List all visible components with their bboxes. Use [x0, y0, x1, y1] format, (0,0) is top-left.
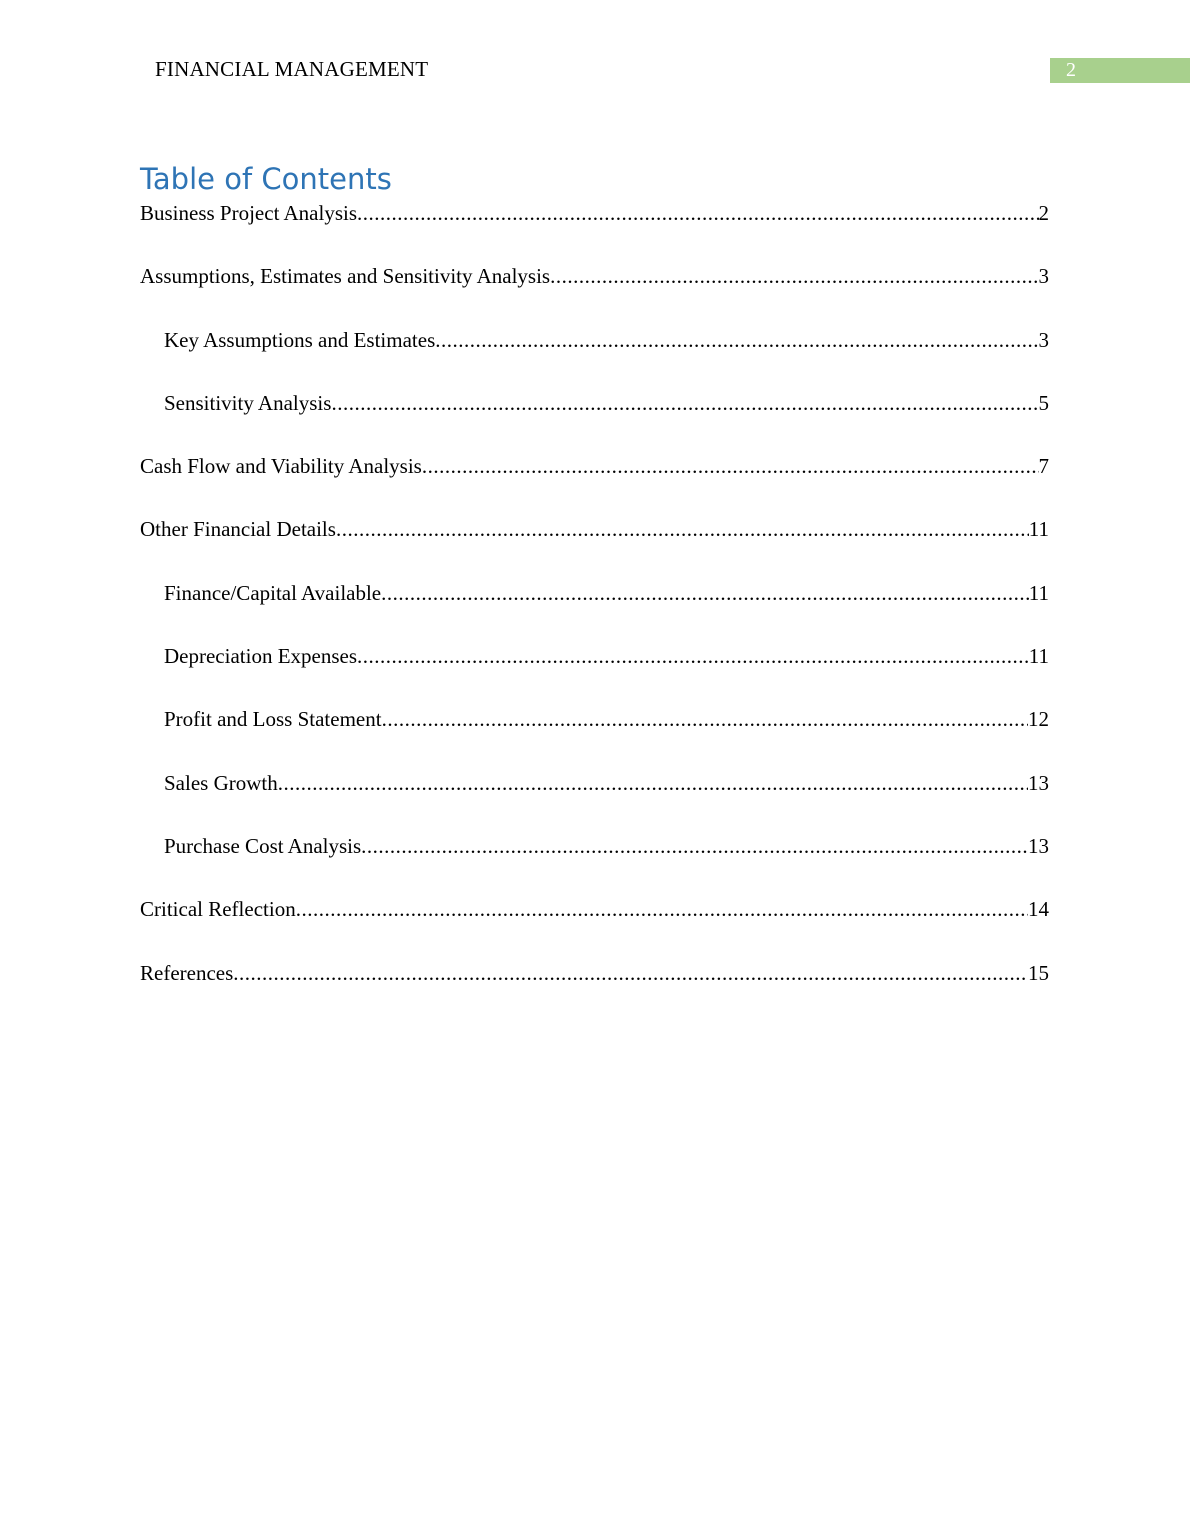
toc-entry-label: Critical Reflection	[140, 897, 296, 922]
dot-leader	[550, 264, 1038, 289]
toc-entry[interactable]	[140, 961, 1049, 1024]
toc-entry[interactable]	[140, 581, 1049, 644]
toc-entry-page: 12	[1028, 707, 1049, 732]
dot-leader	[361, 834, 1028, 859]
toc-entry-label: Purchase Cost Analysis	[164, 833, 362, 858]
toc-entry-label: Business Project Analysis	[140, 201, 358, 225]
toc-entry[interactable]	[140, 517, 1049, 580]
toc-entry-page: 11	[1028, 580, 1049, 605]
toc-entry-page: 13	[1028, 833, 1049, 858]
toc-entry-label: Sensitivity Analysis	[164, 390, 332, 415]
dot-leader	[278, 771, 1028, 796]
dot-leader	[382, 707, 1028, 732]
toc-entry-page: 7	[1038, 454, 1049, 479]
running-header: FINANCIAL MANAGEMENT	[155, 57, 429, 81]
table-of-contents	[140, 201, 1049, 1024]
toc-entry-label: Finance/Capital Available	[164, 580, 382, 605]
toc-entry-page: 14	[1028, 897, 1049, 922]
dot-leader	[381, 581, 1029, 606]
toc-entry-page: 11	[1028, 517, 1049, 542]
toc-heading: Table of Contents	[140, 162, 392, 196]
toc-entry[interactable]	[140, 834, 1049, 897]
toc-entry[interactable]	[140, 707, 1049, 770]
toc-entry-label: Assumptions, Estimates and Sensitivity Analysis	[140, 264, 551, 289]
toc-entry[interactable]	[140, 264, 1049, 327]
toc-entry-label: References	[140, 960, 234, 985]
toc-entry[interactable]	[140, 328, 1049, 391]
toc-entry-page: 13	[1028, 770, 1049, 795]
toc-entry-label: Profit and Loss Statement	[164, 707, 382, 732]
toc-entry[interactable]	[140, 454, 1049, 517]
dot-leader	[435, 328, 1038, 353]
toc-entry-page: 3	[1038, 264, 1049, 289]
toc-entry[interactable]	[140, 771, 1049, 834]
toc-entry[interactable]	[140, 391, 1049, 454]
toc-entry[interactable]	[140, 897, 1049, 960]
toc-entry[interactable]	[140, 201, 1049, 264]
dot-leader	[357, 201, 1038, 226]
dot-leader	[422, 454, 1039, 479]
dot-leader	[331, 391, 1038, 416]
toc-entry-page: 3	[1038, 327, 1049, 352]
dot-leader	[233, 961, 1028, 986]
toc-entry-label: Cash Flow and Viability Analysis	[140, 454, 422, 479]
toc-entry-page: 11	[1028, 644, 1049, 669]
dot-leader	[296, 897, 1028, 922]
toc-entry-page: 5	[1038, 390, 1049, 415]
toc-entry-page: 2	[1038, 201, 1049, 225]
toc-entry-page: 15	[1028, 960, 1049, 985]
toc-entry-label: Sales Growth	[164, 770, 278, 795]
dot-leader	[336, 517, 1029, 542]
dot-leader	[357, 644, 1029, 669]
page-number-badge: 2	[1050, 58, 1190, 83]
toc-entry-label: Depreciation Expenses	[164, 644, 358, 669]
toc-entry[interactable]	[140, 644, 1049, 707]
toc-entry-label: Other Financial Details	[140, 517, 336, 542]
toc-entry-label: Key Assumptions and Estimates	[164, 327, 436, 352]
